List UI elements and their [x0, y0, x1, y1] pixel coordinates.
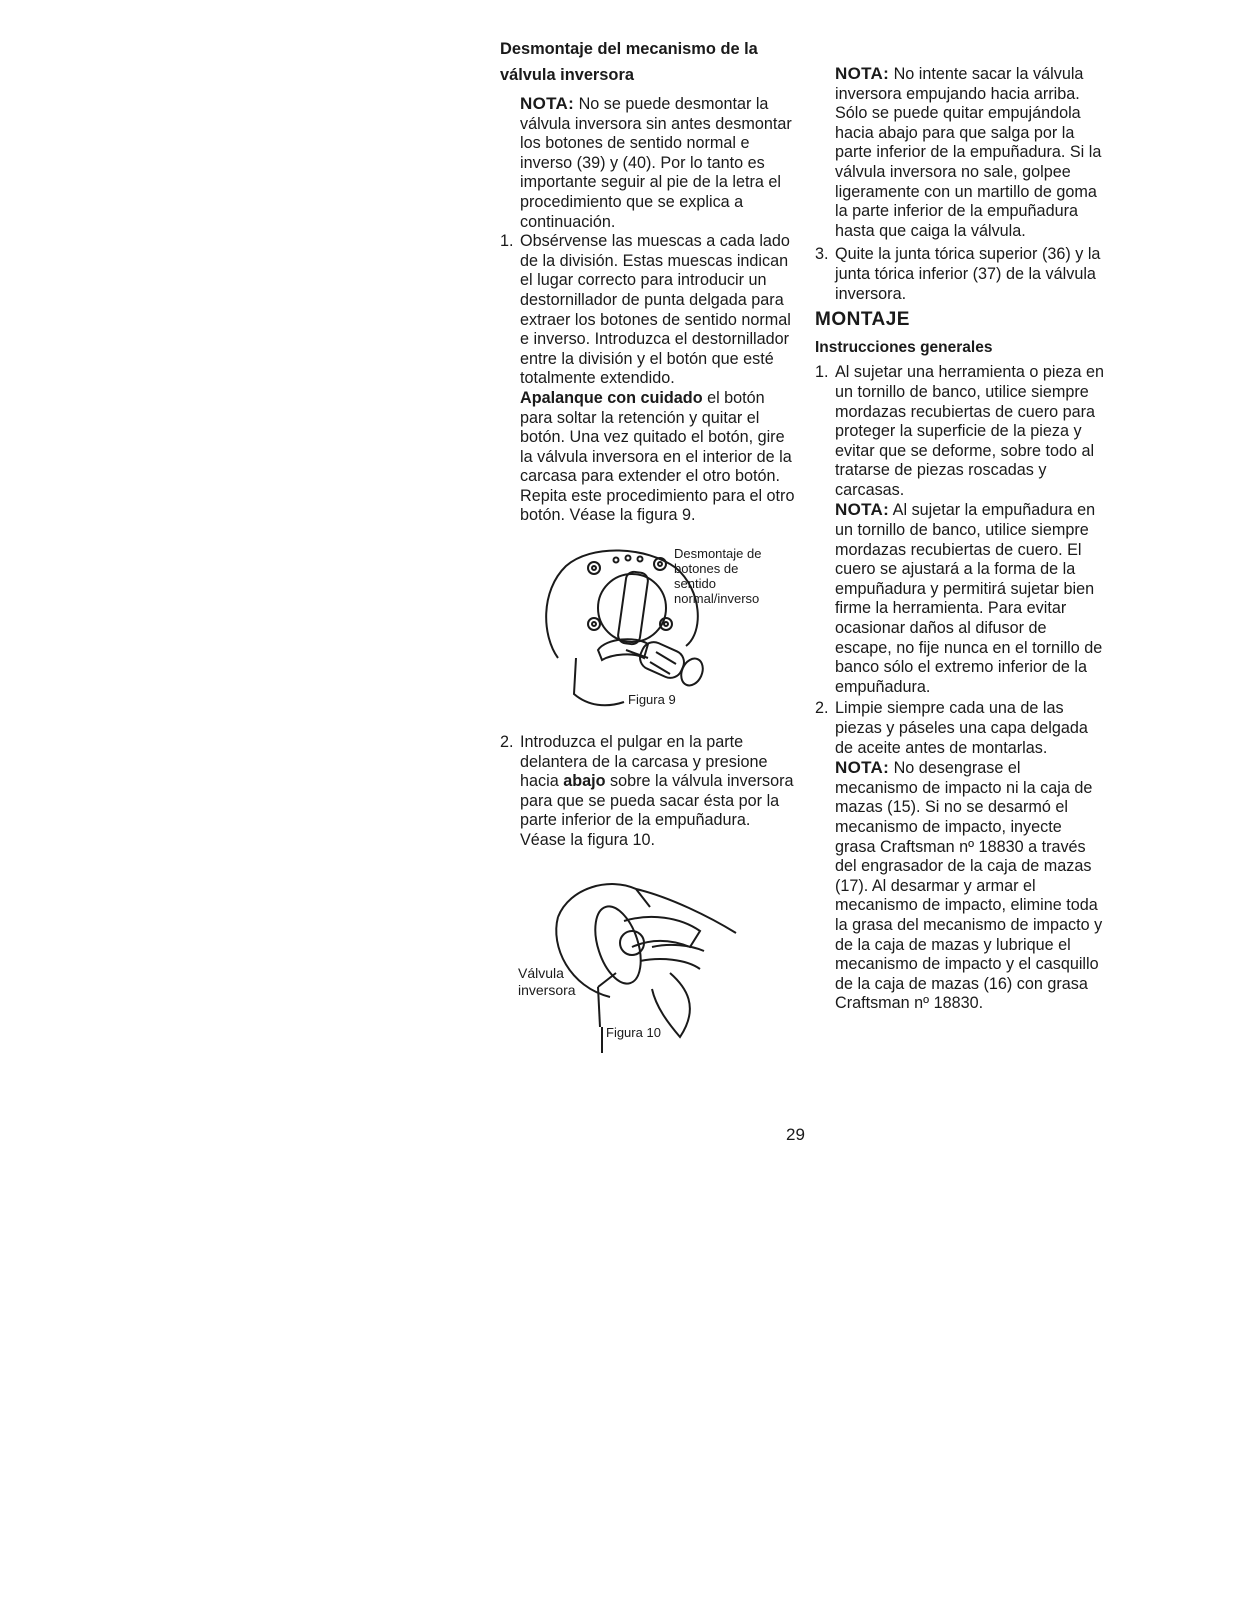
note-text: No se puede desmontar la válvula inversora sin antes desmontar los botones de sentido normal e inverso (39) y (40). Por lo tanto es importante seguir al pie de la letra el procedimiento que se explica a continuación. [520, 95, 792, 231]
left-column [500, 36, 800, 1067]
step-number: 3. [815, 245, 829, 264]
figure-9 [500, 546, 800, 721]
figure-caption: Figura 10 [606, 1024, 661, 1040]
step-bold-text: Apalanque con cuidado [520, 388, 703, 407]
step-text: Obsérvense las muescas a cada lado de la división. Estas muescas indican el lugar correcto para introducir un destornillador de punta delgada para extraer los botones de sentido normal e inverso. Introduzca el destornillador entre la división y el botón que esté totalmente extendido. [520, 232, 791, 388]
subsection-heading: Instrucciones generales [815, 338, 993, 356]
section-title: Desmontaje del mecanismo de la válvula inversora [500, 40, 758, 84]
figure-callout: Válvula inversora [518, 964, 576, 998]
step-number: 1. [500, 232, 514, 251]
list-item [500, 232, 800, 526]
section-heading: MONTAJE [815, 309, 910, 331]
item-number: 1. [815, 363, 829, 382]
note-label: NOTA: [520, 94, 575, 113]
step-text: el botón para soltar la retención y quitar el botón. Una vez quitado el botón, gire la válvula inversora en el interior de la carcasa para extender el otro botón. Repita este procedimiento para el otro botón. Véase la figura 9. [520, 388, 795, 525]
step-bold-text: abajo [563, 772, 606, 791]
note-label: NOTA: [835, 758, 890, 778]
item-text: Al sujetar una herramienta o pieza en un tornillo de banco, utilice siempre mordazas recubiertas de cuero para proteger la superficie de la pieza y evitar que se deforme, sobre todo al tratarse de piezas roscadas y carcasas. [835, 363, 1105, 499]
figure-10 [500, 877, 800, 1067]
list-item [815, 363, 1105, 697]
note-text: No desengrase el mecanismo de impacto ni la caja de mazas (15). Si no se desarmó el mecanismo de impacto, inyecte grasa Craftsman nº 18830 a través del engrasador de la caja de mazas (17). Al desarmar y armar el mecanismo de impacto, elimine toda la grasa del mecanismo de impacto y de la caja de mazas y lubrique el mecanismo de impacto y el casquillo de la caja de mazas (16) con grasa Craftsman nº 18830. [835, 759, 1103, 1013]
instructions-list [815, 363, 1105, 1014]
list-item [500, 733, 800, 851]
step-text: Quite la junta tórica superior (36) y la junta tórica inferior (37) de la válvula inversora. [835, 245, 1101, 303]
note-text: Al sujetar la empuñadura en un tornillo de banco, utilice siempre mordazas recubiertas de cuero. El cuero se ajustará a la forma de la empuñadura y permitirá sujetar bien firme la herramienta. Para evitar ocasionar daños al difusor de escape, no fije nunca en el tornillo de banco sólo el extremo inferior de la empuñadura. [835, 501, 1103, 696]
figure-callout: Desmontaje de botones de sentido normal/inverso [674, 546, 762, 607]
note-block [815, 64, 1105, 241]
note-text: No intente sacar la válvula inversora empujando hacia arriba. Sólo se puede quitar empujándola hacia abajo para que salga por la parte inferior de la empuñadura. Si la válvula inversora no sale, golpee ligeramente con un martillo de goma la parte inferior de la empuñadura hasta que caiga la válvula. [835, 65, 1102, 240]
figure-caption: Figura 9 [628, 692, 676, 708]
note-label: NOTA: [835, 64, 890, 83]
item-number: 2. [815, 699, 829, 718]
page-number: 29 [786, 1125, 805, 1144]
note-label: NOTA: [835, 500, 890, 520]
list-item [815, 245, 1105, 304]
steps-list [500, 232, 800, 526]
step-text: sobre la válvula inversora para que se pueda sacar ésta por la parte inferior de la empuñadura. Véase la figura 10. [520, 772, 794, 850]
steps-list [500, 733, 800, 851]
note-block [500, 94, 800, 232]
step-text: Introduzca el pulgar en la parte delantera de la carcasa y presione hacia [520, 733, 768, 791]
steps-list [815, 245, 1105, 304]
item-text: Limpie siempre cada una de las piezas y páseles una capa delgada de aceite antes de montarlas. [835, 699, 1088, 757]
right-column [815, 64, 1105, 1014]
step-number: 2. [500, 733, 514, 752]
list-item [815, 699, 1105, 1014]
